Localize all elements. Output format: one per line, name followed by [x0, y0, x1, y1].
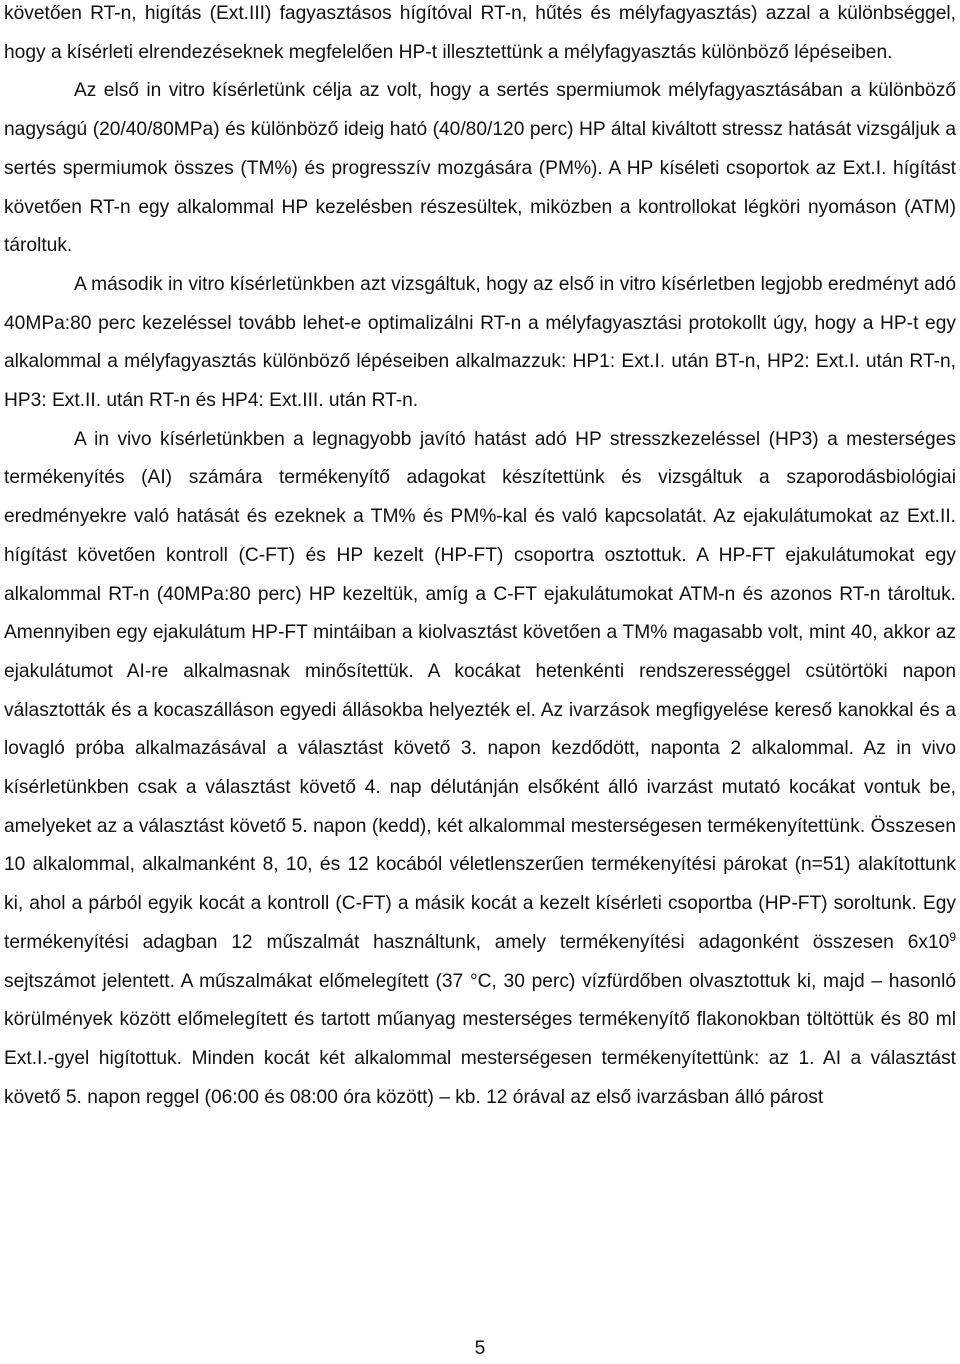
exponent-superscript: 9 [949, 929, 956, 944]
paragraph-in-vivo [4, 421, 956, 1118]
paragraph-first-in-vitro: Az első in vitro kísérletünk célja az volt, hogy a sertés spermiumok mélyfagyasztásában a különböző nagyságú (20/40/80MPa) és különböző ideig ható (40/80/120 perc) HP által kiváltott stressz hatását vizsgáljuk a sertés spermiumok összes (TM%) és progresszív mozgására (PM%). A HP kíséleti csoportok az Ext.I. hígítást követően RT-n egy alkalommal HP kezelésben részesültek, miközben a kontrollokat légköri nyomáson (ATM) tároltuk. [4, 80, 956, 257]
paragraph-intro-continuation: követően RT-n, higítás (Ext.III) fagyasztásos hígítóval RT-n, hűtés és mélyfagyasztás) azzal a különbséggel, hogy a kísérleti elrendezéseknek megfelelően HP-t illesztettünk a mélyfagyasztás különböző lépéseiben. [4, 3, 956, 63]
paragraph-in-vivo-text-a: A in vivo kísérletünkben a legnagyobb javító hatást adó HP stresszkezeléssel (HP3) a mesterséges termékenyítés (AI) számára termékenyítő adagokat készítettünk és vizsgáltuk a szaporodásbiológiai eredményekre való hatását és ezeknek a TM% és PM%-kal és való kapcsolatát. Az ejakulátumokat az Ext.II. hígítást követően kontroll (C-FT) és HP kezelt (HP-FT) csoportra osztottuk. A HP-FT ejakulátumokat egy alkalommal RT-n (40MPa:80 perc) HP kezeltük, amíg a C-FT ejakulátumokat ATM-n és azonos RT-n tároltuk. Amennyiben egy ejakulátum HP-FT mintáiban a kiolvasztást követően a TM% magasabb volt, mint 40, akkor az ejakulátumot AI-re alkalmasnak minősítettük. A kocákat hetenkénti rendszerességgel csütörtöki napon választották és a kocaszálláson egyedi állásokba helyezték el. Az ivarzások megfigyelése kereső kanokkal és a lovagló próba alkalmazásával a választást követő 3. napon kezdődött, naponta 2 alkalommal. Az in vivo kísérletünkben csak a választást követő 4. nap délutánján elsőként álló ivarzást mutató kocákat vontuk be, amelyeket az a választást követő 5. napon (kedd), két alkalommal mesterségesen termékenyítettünk. Összesen 10 alkalommal, alkalmanként 8, 10, és 12 kocából véletlenszerűen termékenyítési párokat (n=51) alakítottunk ki, ahol a párból egyik kocát a kontroll (C-FT) a másik kocát a kezelt kísérleti csoportba (HP-FT) soroltunk. Egy termékenyítési adagban 12 műszalmát használtunk, amely termékenyítési adagonként összesen 6x10 [4, 428, 956, 953]
document-page [4, 0, 956, 1117]
page-number: 5 [474, 1338, 486, 1359]
paragraph-second-in-vitro: A második in vitro kísérletünkben azt vizsgáltuk, hogy az első in vitro kísérletben legjobb eredményt adó 40MPa:80 perc kezeléssel tovább lehet-e optimalizálni RT-n a mélyfagyasztási protokollt úgy, hogy a HP-t egy alkalommal a mélyfagyasztás különböző lépéseiben alkalmazzuk: HP1: Ext.I. után BT-n, HP2: Ext.I. után RT-n, HP3: Ext.II. után RT-n és HP4: Ext.III. után RT-n. [4, 273, 956, 412]
paragraph-in-vivo-text-b: sejtszámot jelentett. A műszalmákat előmelegített (37 °C, 30 perc) vízfürdőben olvasztottuk ki, majd – hasonló körülmények között előmelegített és tartott műanyag mesterséges termékenyítő flakonokban töltöttük és 80 ml Ext.I.-gyel higítottuk. Minden kocát két alkalommal mesterségesen termékenyítettünk: az 1. AI a választást követő 5. napon reggel (06:00 és 08:00 óra között) – kb. 12 órával az első ivarzásban álló párost [4, 970, 956, 1108]
